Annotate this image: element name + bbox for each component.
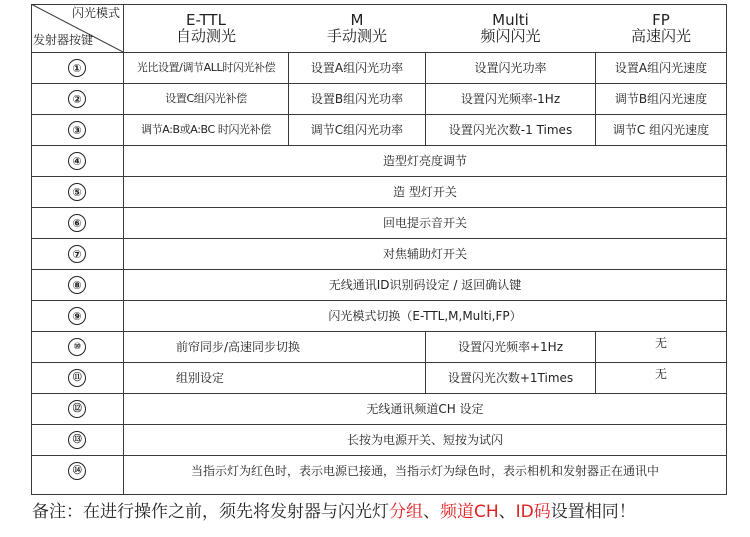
button-number: ⑩ [68, 338, 86, 356]
multi-function-cell: 设置闪光频率-1Hz [460, 91, 561, 106]
button-number: ⑦ [68, 245, 86, 263]
button-number: ⑪ [68, 369, 86, 387]
note-separator-2: 、 [498, 502, 516, 522]
header-m [289, 4, 425, 52]
ettl-function-cell: 光比设置/调节ALL时闪光补偿 [136, 61, 276, 75]
fp-function-cell: 无 [654, 336, 667, 350]
button-number: ⑬ [68, 431, 86, 449]
spanning-function-cell: 无线通讯ID识别码设定 / 返回确认键 [328, 277, 522, 292]
spanning-function-cell: 回电提示音开关 [382, 215, 467, 230]
column-divider-3 [425, 363, 426, 393]
note-group: 分组 [389, 502, 423, 522]
button-number: ⑥ [68, 214, 86, 232]
header-ettl [124, 4, 288, 52]
shortcut-table [31, 4, 727, 495]
column-divider-3 [425, 53, 426, 83]
button-number: ⑭ [68, 462, 86, 480]
column-divider-3 [425, 84, 426, 114]
column-divider-4 [595, 84, 596, 114]
ettl-function-cell: 设置C组闪光补偿 [165, 92, 247, 106]
button-number-cell [31, 146, 123, 176]
header-m-subtitle: 手动测光 [326, 27, 387, 45]
merged-function-cell: 组别设定 [176, 370, 225, 385]
note-id-code: ID码 [515, 502, 551, 522]
spanning-function-cell: 长按为电源开关、短按为试闪 [346, 432, 503, 447]
button-number: ① [68, 59, 86, 77]
spanning-function-cell: 对焦辅助灯开关 [382, 246, 467, 261]
button-number: ⑤ [68, 183, 86, 201]
button-label: 发射器按键 [33, 32, 94, 47]
header-m-title: M [350, 10, 364, 29]
button-number-cell [31, 115, 123, 145]
button-number-cell [31, 84, 123, 114]
spanning-function-cell: 造型灯亮度调节 [382, 153, 467, 168]
button-number-cell [31, 177, 123, 207]
button-number-cell [31, 332, 123, 362]
table-border-bottom [31, 494, 727, 495]
column-divider-4 [595, 53, 596, 83]
button-number-cell [31, 301, 123, 331]
button-number-cell [31, 456, 123, 486]
column-divider-3 [425, 115, 426, 145]
multi-function-cell: 设置闪光功率 [474, 60, 547, 75]
ettl-function-cell: 调节A:B或A:BC 时闪光补偿 [141, 123, 271, 137]
header-multi-title: Multi [492, 10, 529, 29]
button-number-cell [31, 208, 123, 238]
header-fp-subtitle: 高速闪光 [630, 27, 691, 45]
spanning-function-cell: 闪光模式切换（E-TTL,M,Multi,FP） [328, 308, 522, 323]
multi-function-cell: 设置闪光次数+1Times [447, 370, 574, 385]
m-function-cell: 调节C组闪光功率 [310, 122, 404, 137]
footnote [32, 497, 636, 522]
column-divider-4 [595, 332, 596, 362]
header-fp-title: FP [652, 10, 670, 29]
flash-mode-label: 闪光模式 [71, 6, 120, 20]
merged-function-cell: 前帘同步/高速同步切换 [176, 339, 301, 354]
button-number: ⑫ [68, 400, 86, 418]
multi-function-cell: 设置闪光频率+1Hz [457, 339, 563, 354]
spanning-function-cell: 造 型灯开关 [393, 184, 457, 199]
button-number: ④ [68, 152, 86, 170]
header-multi [426, 4, 595, 52]
multi-function-cell: 设置闪光次数-1 Times [448, 122, 573, 137]
button-number: ⑨ [68, 307, 86, 325]
button-number: ③ [68, 121, 86, 139]
m-function-cell: 设置A组闪光功率 [310, 60, 404, 75]
fp-function-cell: 设置A组闪光速度 [614, 60, 708, 75]
button-number-cell [31, 394, 123, 424]
table-border-right [726, 4, 727, 495]
column-divider-2 [288, 53, 289, 83]
note-channel: 频道CH [440, 502, 499, 522]
column-divider-3 [425, 332, 426, 362]
button-number-cell [31, 425, 123, 455]
fp-function-cell: 调节C 组闪光速度 [612, 122, 710, 137]
button-number-cell [31, 270, 123, 300]
corner-header-cell [31, 4, 123, 52]
header-fp [596, 4, 726, 52]
column-divider-2 [288, 115, 289, 145]
button-number-cell [31, 363, 123, 393]
spanning-function-cell: 当指示灯为红色时，表示电源已接通，当指示灯为绿色时，表示相机和发射器正在通讯中 [190, 463, 659, 478]
button-number: ⑧ [68, 276, 86, 294]
spanning-function-cell: 无线通讯频道CH 设定 [366, 401, 484, 416]
column-divider-2 [288, 84, 289, 114]
column-divider-4 [595, 115, 596, 145]
button-number-cell [31, 239, 123, 269]
fp-function-cell: 无 [654, 367, 667, 381]
note-prefix: 备注：在进行操作之前，须先将发射器与闪光灯 [32, 502, 389, 522]
m-function-cell: 设置B组闪光功率 [310, 91, 404, 106]
header-ettl-subtitle: 自动测光 [175, 27, 236, 45]
fp-function-cell: 调节B组闪光速度 [614, 91, 708, 106]
note-separator-1: 、 [423, 502, 440, 522]
button-number: ② [68, 90, 86, 108]
button-number-cell [31, 53, 123, 83]
header-ettl-title: E-TTL [186, 10, 226, 29]
note-suffix: 设置相同！ [550, 502, 636, 522]
column-divider-4 [595, 363, 596, 393]
header-multi-subtitle: 频闪闪光 [480, 27, 541, 45]
